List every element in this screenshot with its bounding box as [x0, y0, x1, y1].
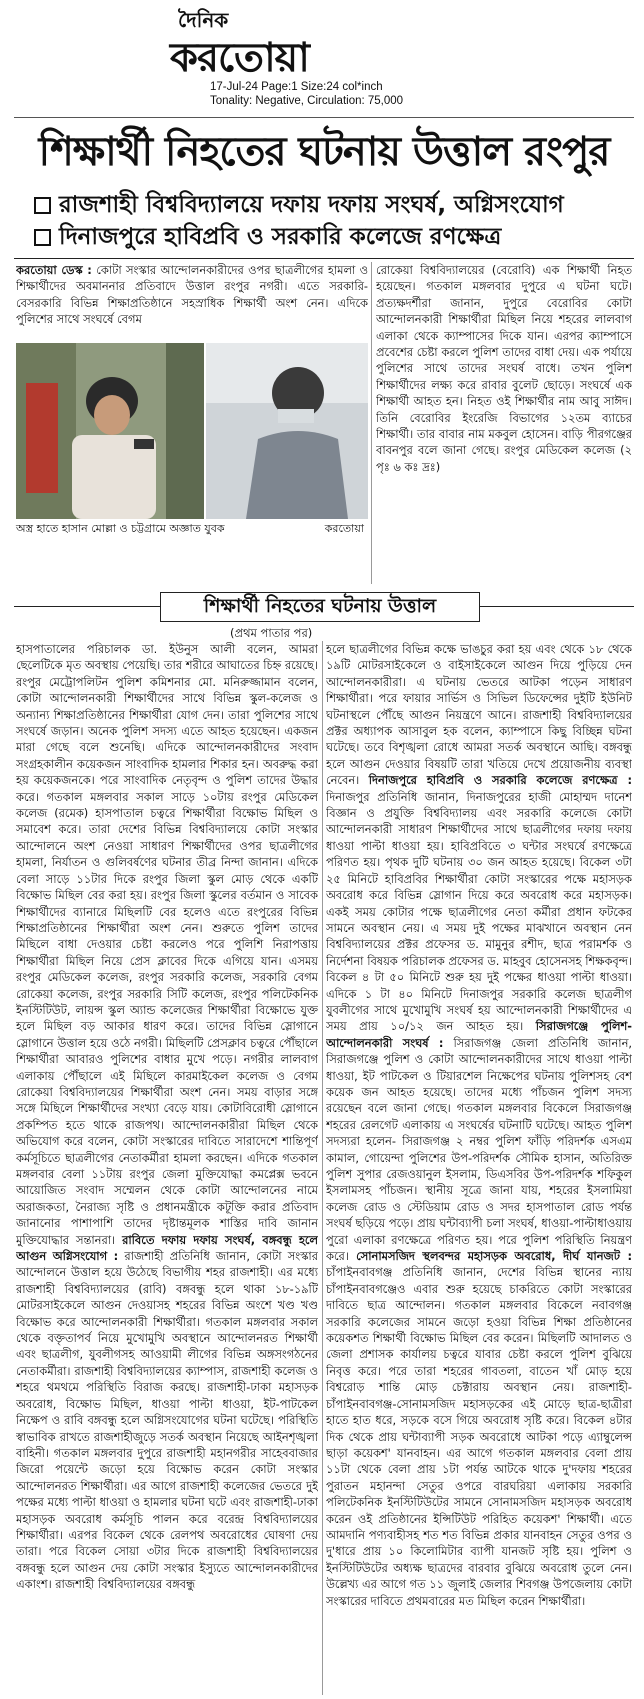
photo-helmet-youth-illustration — [206, 343, 368, 519]
subheadline-1 — [34, 191, 564, 219]
body-col2-subhead-2: সিরাজগঞ্জে পুলিশ-আন্দোলনকারী সংঘর্ষ : — [326, 1019, 632, 1050]
meta-line-2: Tonality: Negative, Circulation: 75,000 — [210, 95, 404, 107]
checkbox-square-icon — [34, 229, 51, 246]
photo-armed-man — [16, 343, 204, 519]
masthead-title: করতোয়া — [170, 35, 309, 81]
meta-line-1: 17-Jul-24 Page:1 Size:24 col*inch — [210, 81, 383, 93]
body-col2-subhead-3: সোনামসজিদ স্থলবন্দর মহাসড়ক অবরোধ, দীর্ঘ যানজট : — [356, 1249, 632, 1264]
masthead-small: দৈনিক — [178, 8, 229, 32]
headline-rule — [14, 258, 634, 259]
main-headline: শিক্ষার্থী নিহতের ঘটনায় উত্তাল রংপুর — [38, 129, 610, 175]
subheadline-2-text: দিনাজপুরে হাবিপ্রবি ও সরকারি কলেজে রণক্ষেত্র — [59, 224, 502, 250]
body-col2-text-d: চাঁপাইনবাবগঞ্জ প্রতিনিধি জানান, দেশের বিভিন্ন স্থানের ন্যায় চাঁপাইনবাবগঞ্জেও এবার শুরু হয়েছে চাকরিতে কোটা সংস্কারের দাবিতে ছাত্র আন্দোলন। গতকাল মঙ্গলবার বিকেলে নবাবগঞ্জ সরকারি কলেজের সামনে জড়ো হওয়া বিভিন্ন শিক্ষা প্রতিষ্ঠানের কয়েকশত শিক্ষার্থী বিক্ষোভ মিছিল বের করেন। মিছিলটি আদালত ও জেলা প্রশাসক কার্যালয় চত্বরে যাবার চেষ্টা করলে পুলিশ বুঝিয়ে নিবৃত্ত করে। পরে তারা শহরের গাবতলা, বাতেন খাঁ মোড় হয়ে বিশ্বরোড় শান্তি মোড় চেক্টারায় অবস্থান নেয়। রাজশাহী-চাঁপাইনবাবগঞ্জ-সোনামসজিদ মহাসড়কের এই মোড়ে ছাত্র-ছাত্রীরা হাতে হাত ধরে, সড়কে বসে গিয়ে অবরোধ সৃষ্টি করে। বিকেল ৪টার দিক থেকে প্রায় ঘন্টাব্যাপী সড়ক অবরোধে আটকা পড়ে এ্যাম্বুলেন্স ছাড়া কয়েকশ' যানবাহন। এর আগে গতকাল মঙ্গলবার বেলা প্রায় ১১টা থেকে বেলা প্রায় ১টা পর্যন্ত আটকে থাকে দু'দফায় শহরের পুরাতন মহানন্দা সেতুর ওপরে বারঘরিয়া এলাকায় সরকারি পলিটেকনিক ইনস্টিটিউটের সামনে সোনামসজিদ মহাসড়ক অবরোধ করেন ওই প্রতিষ্ঠানের ইন্সিটিউট পরিহিত কয়েকশ' শিক্ষার্থী। এতে আমদানি পণ্যবাহীসহ শত শত বিভিন্ন প্রকার যানবাহন সেতুর ওপর ও দু'ধারে প্রায় ১০ কিলোমিটার ব্যাপী যানজট সৃষ্টি হয়। পুলিশ ও ইনস্টিটিউটের অধ্যক্ষ ছাত্রদের বারবার বুঝিয়ে অবরোধ তুলে নেন। উল্লেখ্য এর আগে গত ১১ জুলাই জেলার শিবগঞ্জ উপজেলায় কোটা সংস্কারের দাবিতে প্রথমবারের মত মিছিল করেন শিক্ষার্থীরা। — [326, 1265, 632, 1608]
clipping-meta — [210, 80, 403, 108]
subheadline-2 — [34, 223, 501, 251]
lead-right-text: রোকেয়া বিশ্ববিদ্যালয়ের (বেরোবি) এক শিক্ষার্থী নিহত হয়েছেন। গতকাল মঙ্গলবার দুপুরে এ ঘটনা ঘটে। প্রত্যক্ষদর্শীরা জানান, দুপুরে বেরোবির কোটা আন্দোলনকারী শিক্ষার্থীরা মিছিল নিয়ে শহরের লালবাগ এলাকা থেকে ক্যাম্পাসের দিকে যান। এরপর ক্যাম্পাসে প্রবেশের চেষ্টা করলে পুলিশ তাদের বাধা দেয়। এক পর্যায়ে পুলিশের সাথে তাদের সংঘর্ষ বাধে। তখন পুলিশ শিক্ষার্থীদের লক্ষ্য করে রাবার বুলেট ছোড়ে। সংঘর্ষে এক শিক্ষার্থী আহত হন। নিহত ওই শিক্ষার্থীর নাম আবু সাঈদ। তিনি বেরোবির ইংরেজি বিভাগের ১২তম ব্যাচের শিক্ষার্থী। তার বাবার নাম মকবুল হোসেন। বাড়ি পীরগঞ্জের বাবনপুর বলে জানা গেছে। রংপুর মেডিকেল কলেজ — [376, 263, 632, 458]
body-column-divider — [322, 641, 323, 1695]
body-col2-text: হলে ছাত্রলীগের বিভিন্ন কক্ষে ভাঙচুর করা হয় এবং থেকে ১৮ থেকে ১৯টি মোটরসাইকেলে ও বাইসাইকেলে আগুন দিয়ে পুড়িয়ে দেন আন্দোলনকারীরা। এ ঘটনায় ভেতরে আটকা পড়েন সাধারণ শিক্ষার্থীরা। পরে ফায়ার সার্ভিস ও সিভিল ডিফেন্সের দুইটি ইউনিট ঘটনাস্থলে পৌঁছে আগুন নিয়ন্ত্রণে আনে। রাজশাহী বিশ্ববিদ্যালয়ের প্রক্টর অধ্যাপক আসাবুল হক বলেন, ক্যাম্পাসে কিছু বিচ্ছিন্ন ঘটনা ঘটেছে। তবে বিশৃঙ্খলা রোধে আমরা সতর্ক অবস্থানে আছি। বঙ্গবন্ধু হলে আগুন দেওয়ার বিষয়টি তারা খতিয়ে দেখে প্রয়োজনীয় ব্যবস্থা নেবেন। — [326, 642, 632, 788]
photo-armed-man-illustration — [16, 343, 204, 519]
top-divider — [14, 117, 634, 118]
lead-left-text: কোটা সংস্কার আন্দোলনকারীদের ওপর ছাত্রলীগের হামলা ও শিক্ষার্থীদের অবমাননার প্রতিবাদে উত্তাল রংপুর নগরী। এতে সরকারি-বেসরকারি বিভিন্ন শিক্ষাপ্রতিষ্ঠানে সহস্রাধিক শিক্ষার্থী অংশ নেন। এদিকে পুলিশের সাথে সংঘর্ষে বেগম — [16, 263, 368, 327]
body-col1-text: হাসপাতালের পরিচালক ডা. ইউনুস আলী বলেন, আমরা ছেলেটিকে মৃত অবস্থায় পেয়েছি। তার শরীরে আঘাতের চিহ্ন রয়েছে। রংপুর মেট্রোপলিটন পুলিশ কমিশনার মো. মনিরুজ্জামান বলেন, কোটা আন্দোলনকারী শিক্ষার্থীদের সাথে বিভিন্ন স্কুল-কলেজ ও অন্যান্য শিক্ষাপ্রতিষ্ঠানের শিক্ষার্থীরা যোগ দেন। তারা পুলিশের সাথে সংঘর্ষে জড়ান। অনেক পুলিশ সদস্য এতে আহত হয়েছেন। একজন মারা গেছে বলে শুনেছি। এদিকে আন্দোলনকারীদের সংবাদ সংগ্রহকালীন কয়েকজন সাংবাদিক হামলার শিকার হন। অবরুদ্ধ করা হয় কয়েকজনকে। পরে সাংবাদিক নেতৃবৃন্দ ও পুলিশ তাদের উদ্ধার করে। গতকাল মঙ্গলবার সকাল সাড়ে ১০টায় রংপুর মেডিকেল কলেজ (রমেক) হাসপাতাল চত্বরে শিক্ষার্থীরা বিক্ষোভ মিছিল ও সমাবেশ করে। তারা দেশের বিভিন্ন বিশ্ববিদ্যালয়ে কোটা সংস্কার আন্দোলনে অংশ নেওয়া সাধারণ শিক্ষার্থীদের ওপর ছাত্রলীগের হামলা, নির্যাতন ও গুলিবর্ষণের ঘটনার তীব্র নিন্দা জানান। এদিকে বেলা সাড়ে ১১টার দিকে রংপুর জিলা স্কুল মোড় থেকে একটি বিক্ষোভ মিছিল বের করা হয়। রংপুর জিলা স্কুলের বর্তমান ও সাবেক শিক্ষার্থীদের ব্যানারে মিছিলটি বের হলেও এতে রংপুরের বিভিন্ন শিক্ষাপ্রতিষ্ঠানের শিক্ষার্থীরা অংশ নেন। শুরুতে পুলিশ তাদের মিছিলে বাধা দেওয়ার চেষ্টা করলেও পরে পুলিশি নিরাপত্তায় শিক্ষার্থীরা মিছিল নিয়ে প্রেস ক্লাবের দিকে এগিয়ে যান। এসময় রংপুর মেডিকেল কলেজ, রংপুর সরকারি কলেজ, সরকারি বেগম রোকেয়া কলেজ, রংপুর সরকারি সিটি কলেজ, রংপুর পলিটেকনিক ইনস্টিটিউট, লায়ন্স স্কুল অ্যান্ড কলেজের শিক্ষার্থীরা বিক্ষোভে যুক্ত হলে মিছিল বড় আকার ধারণ করে। তাদের বিভিন্ন স্লোগানে স্লোগানে উত্তাল হয়ে ওঠে নগরী। মিছিলটি প্রেসক্লাব চত্বরে পৌঁছালে শিক্ষার্থীরা আবারও পুলিশের বাধার মুখে পড়ে। নগরীর লালবাগ এলাকায় পৌঁছালে এই মিছিলে কারমাইকেল কলেজ ও বেগম রোকেয়া বিশ্ববিদ্যালয়ের শিক্ষার্থীরা অংশ নেন। সময় বাড়ার সঙ্গে সঙ্গে মিছিলে শিক্ষার্থীদের সংখ্যা বেড়ে যায়। কোটাবিরোধী স্লোগানে প্রকম্পিত হতে থাকে রাজপথ। আন্দোলনকারীরা মিছিল থেকে অভিযোগ করে বলেন, কোটা সংস্কারের দাবিতে সারাদেশে শান্তিপূর্ণ কর্মসূচিতে ছাত্রলীগের নেতাকর্মীরা হামলা করছেন। এদিকে গতকাল মঙ্গলবার বেলা ১১টায় রংপুর জেলা মুক্তিযোদ্ধা কমপ্লেক্স ভবনে আয়োজিত সংবাদ সম্মেলন থেকে কোটা আন্দোলনের নামে অরাজকতা, নৈরাজ্য সৃষ্টি ও প্রধানমন্ত্রীকে কটূক্তি করার প্রতিবাদ জানানোর পাশাপাশি তাদের দৃষ্টান্তমূলক শাস্তির দাবি জানান মুক্তিযোদ্ধার সন্তানরা। — [16, 642, 318, 1247]
jump-line: (২ পৃঃ ৬ কঃ দ্রঃ) — [376, 443, 632, 474]
body-col2-subhead-1: দিনাজপুরে হাবিপ্রবি ও সরকারি কলেজে রণক্ষেত্র : — [368, 773, 632, 788]
photo-caption-right: করতোয়া — [324, 522, 364, 535]
subheadline-1-text: রাজশাহী বিশ্ববিদ্যালয়ে দফায় দফায় সংঘর্ষ, অগ্নিসংযোগ — [59, 192, 564, 218]
body-col2-text-b: দিনাজপুর প্রতিনিধি জানান, দিনাজপুরের হাজী মোহাম্মদ দানেশ বিজ্ঞান ও প্রযুক্তি বিশ্ববিদ্যালয় এবং সরকারি কলেজে কোটা আন্দোলনকারী সাধারণ শিক্ষার্থীদের সাথে ছাত্রলীগের দফায় দফায় ধাওয়া পাল্টা ধাওয়া হয়। হাবিপ্রবিতে ৩ ঘন্টার সংঘর্ষে রণক্ষেত্রে পরিণত হয়। পৃথক দুটি ঘটনায় ৩০ জন আহত হয়েছে। বিকেল ৩টা ২৫ মিনিটে হাবিপ্রবির শিক্ষার্থীরা কোটা সংস্কারের পক্ষে মহাসড়ক অবরোধ করে বিভিন্ন স্লোগান দিয়ে করে অবরোধ করে মহাসড়ক। একই সময় কোটার পক্ষে ছাত্রলীগের নেতা কর্মীরা প্রধান ফটকের সামনে অবস্থান নেয়। এ সময় দুই পক্ষের মাঝখানে অবস্থান নেন বিশ্ববিদ্যালয়ের প্রক্টর প্রফেসর ড. মামুনুর রশীদ, ছাত্র পরামর্শক ও নির্দেশনা বিষয়ক পরিচালক প্রফেসর ড. মাহবুব হোসেনসহ শিক্ষকবৃন্দ। বিকেল ৪ টা ৫০ মিনিটে শুরু হয় দুই পক্ষের ধাওয়া পাল্টা ধাওয়া। এদিকে ১ টা ৪০ মিনিটে দিনাজপুর সরকারি কলেজ ছাত্রলীগ যুবলীগের সাথে মুখোমুখি সংঘর্ষ হয় আন্দোলনকারী শিক্ষার্থীদের এ সময় প্রায় ১০/১২ জন আহত হয়। — [326, 789, 632, 1034]
body-col1-subhead: রাবিতে দফায় দফায় সংঘর্ষ, বঙ্গবন্ধু হলে আগুন অগ্নিসংযোগ : — [16, 1232, 318, 1264]
photo-helmet-youth — [206, 343, 368, 519]
body-col2-text-c: সিরাজগঞ্জ জেলা প্রতিনিধি জানান, সিরাজগঞ্জে পুলিশ ও কোটা আন্দোলনকারীদের সাথে ধাওয়া পাল্টা ধাওয়া, ইট পাটকেল ও টিয়ারশেল নিক্ষেপের ঘটনায় পুলিশসহ বেশ কয়েক জন আহত হয়েছে। তাদের মধ্যে পাঁচজন পুলিশ সদস্য রয়েছেন বলে জানা গেছে। গতকাল মঙ্গলবার বিকেলে সিরাজগঞ্জ শহরের রেলগেট এলাকায় এ সংঘর্ষের ঘটনাটি ঘটেছে। আহত পুলিশ সদস্যরা হলেন- সিরাজগঞ্জ ২ নম্বর পুলিশ ফাঁড়ি পরিদর্শক এসএম কামাল, গোয়েন্দা পুলিশের উপ-পরিদর্শক সৌমিক হাসান, অতিরিক্ত পুলিশ সুপার রেজওয়ানুল ইসলাম, ডিএসবির উপ-পরিদর্শক শফিকুল ইসলামসহ পাঁচজন। স্থানীয় সূত্রে জানা যায়, শহরের ইসলামিয়া কলেজ রোড ও স্টেডিয়াম রোড ও সদর হাসপাতাল রোড পর্যন্ত সংঘর্ষ ছড়িয়ে পড়ে। প্রায় ঘন্টাব্যাপী চলা সংঘর্ষ, ধাওয়া-পাল্টাধাওয়ায় পুরো এলাকা রণক্ষেত্রে পরিণত হয়। পরে পুলিশ পরিস্থিতি নিয়ন্ত্রণ করে। — [326, 1035, 632, 1264]
body-col1-text-b: রাজশাহী প্রতিনিধি জানান, কোটা সংস্কার আন্দোলনে উত্তাল হয়ে উঠেছে বিভাগীয় শহর রাজশাহী। এর মধ্যে রাজশাহী বিশ্ববিদ্যালয়ের (রাবি) বঙ্গবন্ধু হলে থাকা ১৮-১৯টি মোটরসাইকেলে আগুন দেওয়াসহ শহরের বিভিন্ন অংশে খণ্ড খণ্ড বিক্ষোভ করে আন্দোলনকারী শিক্ষার্থীরা। গতকাল মঙ্গলবার সকাল থেকে বক্তৃতাপর্ব নিয়ে মুখোমুখি অবস্থানে আন্দোলনরত শিক্ষার্থী এবং ছাত্রলীগ, যুবলীগসহ আওয়ামী লীগের বিভিন্ন অঙ্গসংগঠনের নেতাকর্মীরা। রাজশাহী বিশ্ববিদ্যালয়ের ক্যাম্পাস, রাজশাহী কলেজ ও শহরে থমথমে পরিস্থিতি বিরাজ করছে। রাজশাহী-ঢাকা মহাসড়ক অবরোধ, বিক্ষোভ মিছিল, ধাওয়া পাল্টা ধাওয়া, ইট-পাটকেল নিক্ষেপ ও রাবি বঙ্গবন্ধু হলে অগ্নিসংযোগের ঘটনা ঘটেছে। পরিস্থিতি স্বাভাবিক রাখতে রাজশাহীজুড়ে সতর্ক অবস্থান নিয়েছে আইনশৃঙ্খলা বাহিনী। গতকাল মঙ্গলবার দুপুরে রাজশাহী মহানগরীর সাহেববাজার জিরো পয়েন্টে জড়ো হয়ে বিক্ষোভ করেন কোটা সংস্কার আন্দোলনরত শিক্ষার্থীরা। এর আগে রাজশাহী কলেজের ভেতরে দুই পক্ষের মধ্যে পাল্টা ধাওয়া ও হামলার ঘটনা ঘটে এবং রাজশাহী-ঢাকা মহাসড়ক অবরোধ কর্মসূচি পালন করে বরেন্দ্র বিশ্ববিদ্যালয়ের শিক্ষার্থীরা। এরপর বিকেল থেকে রেলপথ অবরোধের ঘোষণা দেয় তারা। পরে বিকেল সোয়া ৩টার দিকে রাজশাহী বিশ্ববিদ্যালয়ের বঙ্গবন্ধু হলে আগুন দেয় কোটা সংস্কার ইস্যুতে আন্দোলনকারীদের একাংশ। রাজশাহী বিশ্ববিদ্যালয়ের বঙ্গবন্ধু — [16, 1249, 318, 1592]
lead-intro — [16, 262, 368, 342]
lead-column-divider — [371, 262, 372, 584]
photo-caption-left: অস্ত্র হাতে হাসান মোল্লা ও চট্টগ্রামে অজ্ঞাত যুবক — [16, 522, 225, 535]
checkbox-square-icon — [34, 197, 51, 214]
dateline: করতোয়া ডেস্ক : — [16, 263, 92, 277]
body-column-2 — [326, 641, 632, 1695]
masthead-logo — [170, 6, 430, 81]
body-column-1 — [16, 641, 318, 1695]
lead-right-column — [376, 262, 632, 576]
continuation-from: (প্রথম পাতার পর) — [230, 626, 313, 640]
continuation-title: শিক্ষার্থী নিহতের ঘটনায় উত্তাল — [160, 592, 480, 622]
